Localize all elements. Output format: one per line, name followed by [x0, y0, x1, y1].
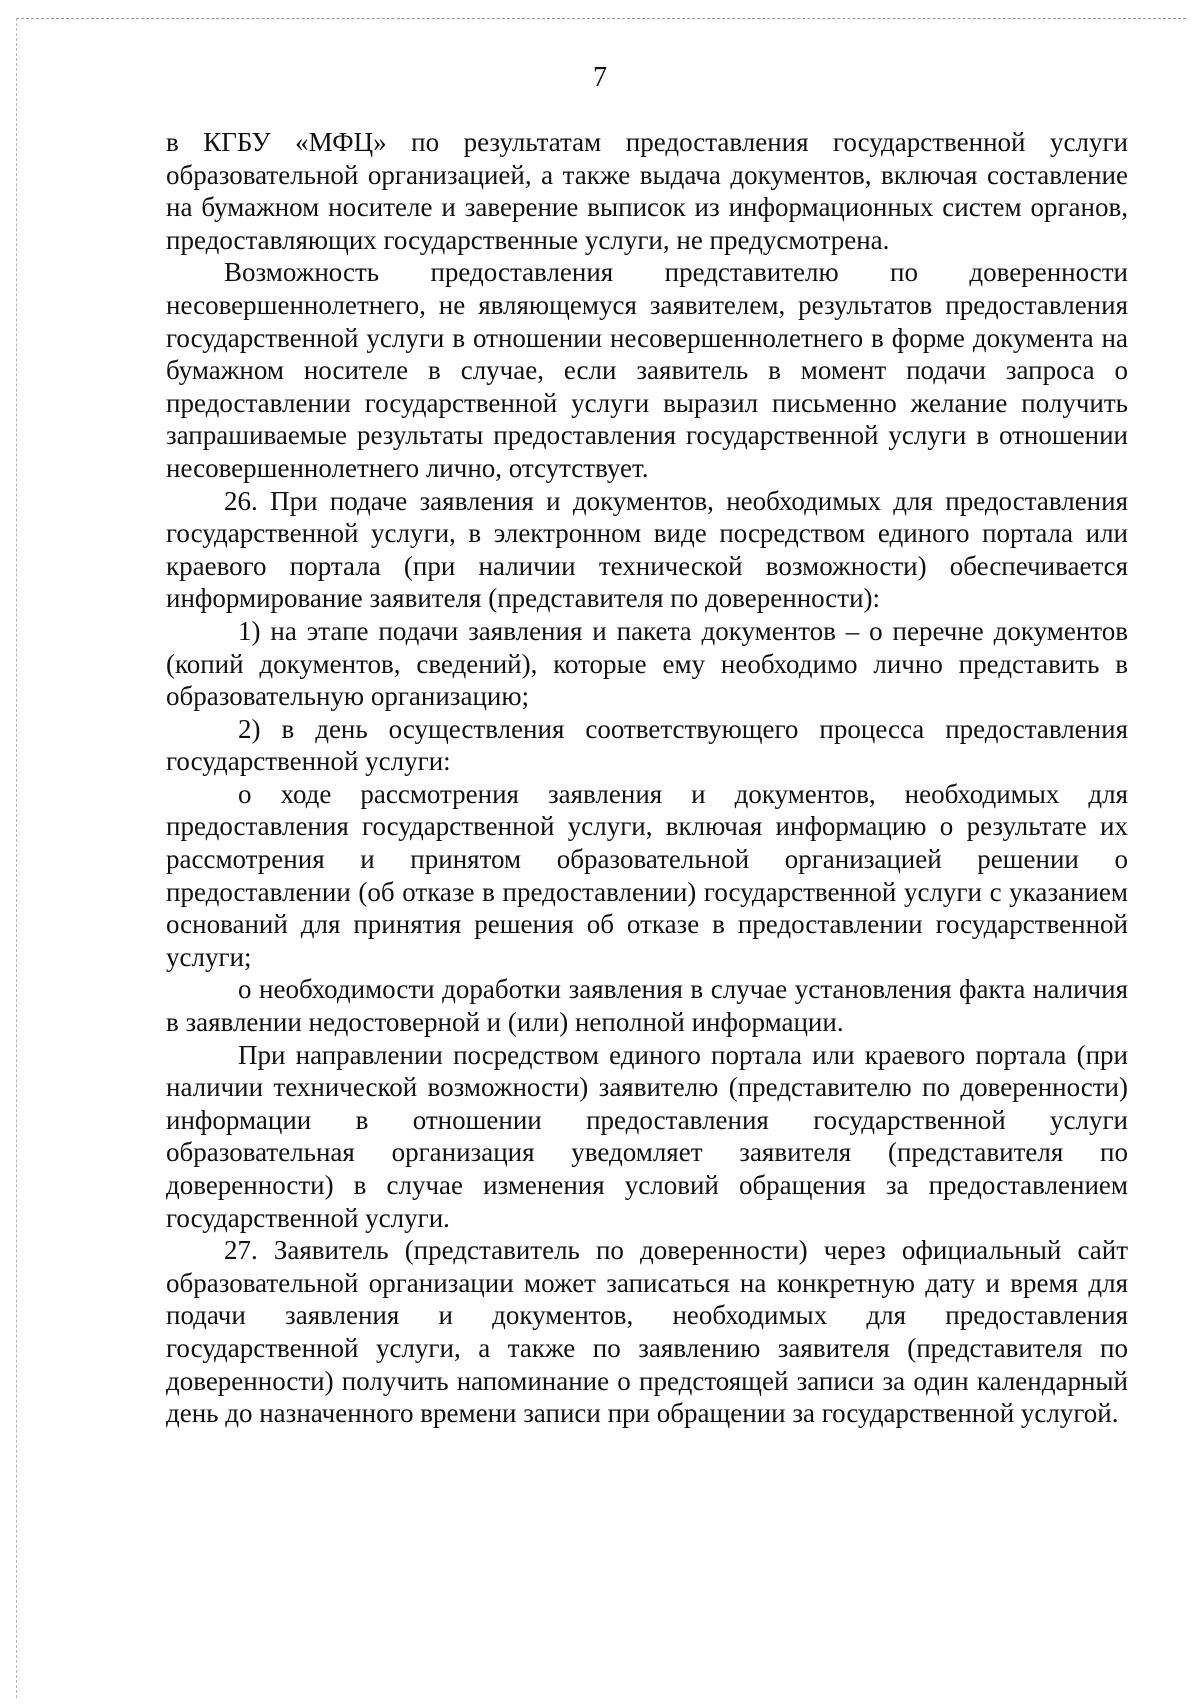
subitem-review-progress: о ходе рассмотрения заявления и документов, необходимых для предоставления государственной услуги, включая информацию о результате их рассмотрения и принятом образовательной организацией решении о предоставлении (об отказе в предоставлении) государственной услуги с указанием оснований для принятия решения об отказе в предоставлении государственной услуги;: [166, 778, 1128, 972]
paragraph-notification: При направлении посредством единого портала или краевого портала (при наличии технической возможности) заявителю (представителю по доверенности) информации в отношении предоставления государственной услуги образовательная организация уведомляет заявителя (представителя по доверенности) в случае изменения условий обращения за предоставлением государственной услуги.: [166, 1039, 1128, 1233]
scan-border-top: [16, 18, 1186, 19]
list-item-2: 2) в день осуществления соответствующего процесса предоставления государственной услуги:: [166, 713, 1128, 777]
paragraph-continuation: в КГБУ «МФЦ» по результатам предоставления государственной услуги образовательной организацией, а также выдача документов, включая составление на бумажном носителе и заверение выписок из информационных систем органов, предоставляющих государственные услуги, не предусмотрена.: [166, 127, 1128, 255]
paragraph-representative: Возможность предоставления представителю по доверенности несовершеннолетнего, не являющемуся заявителем, результатов предоставления государственной услуги в отношении несовершеннолетнего в форме документа на бумажном носителе в случае, если заявитель в момент подачи запроса о предоставлении государственной услуги выразил письменно желание получить запрашиваемые результаты предоставления государственной услуги в отношении несовершеннолетнего лично, отсутствует.: [166, 257, 1128, 483]
scan-border-left: [16, 18, 17, 1698]
paragraph-27: 27. Заявитель (представитель по доверенности) через официальный сайт образовательной организации может записаться на конкретную дату и время для подачи заявления и документов, необходимых для предоставления государственной услуги, а также по заявлению заявителя (представителя по доверенности) получить напоминание о предстоящей записи за один календарный день до назначенного времени записи при обращении за государственной услугой.: [166, 1235, 1128, 1429]
paragraph-26: 26. При подаче заявления и документов, необходимых для предоставления государственной услуги, в электронном виде посредством единого портала или краевого портала (при наличии технической возможности) обеспечивается информирование заявителя (представителя по доверенности):: [166, 485, 1128, 614]
page-number: 7: [593, 62, 607, 93]
list-item-1: 1) на этапе подачи заявления и пакета документов – о перечне документов (копий документов, сведений), которые ему необходимо лично представить в образовательную организацию;: [166, 615, 1128, 712]
document-body: [166, 126, 1128, 1430]
subitem-revision-needed: о необходимости доработки заявления в случае установления факта наличия в заявлении недостоверной и (или) неполной информации.: [166, 974, 1128, 1038]
